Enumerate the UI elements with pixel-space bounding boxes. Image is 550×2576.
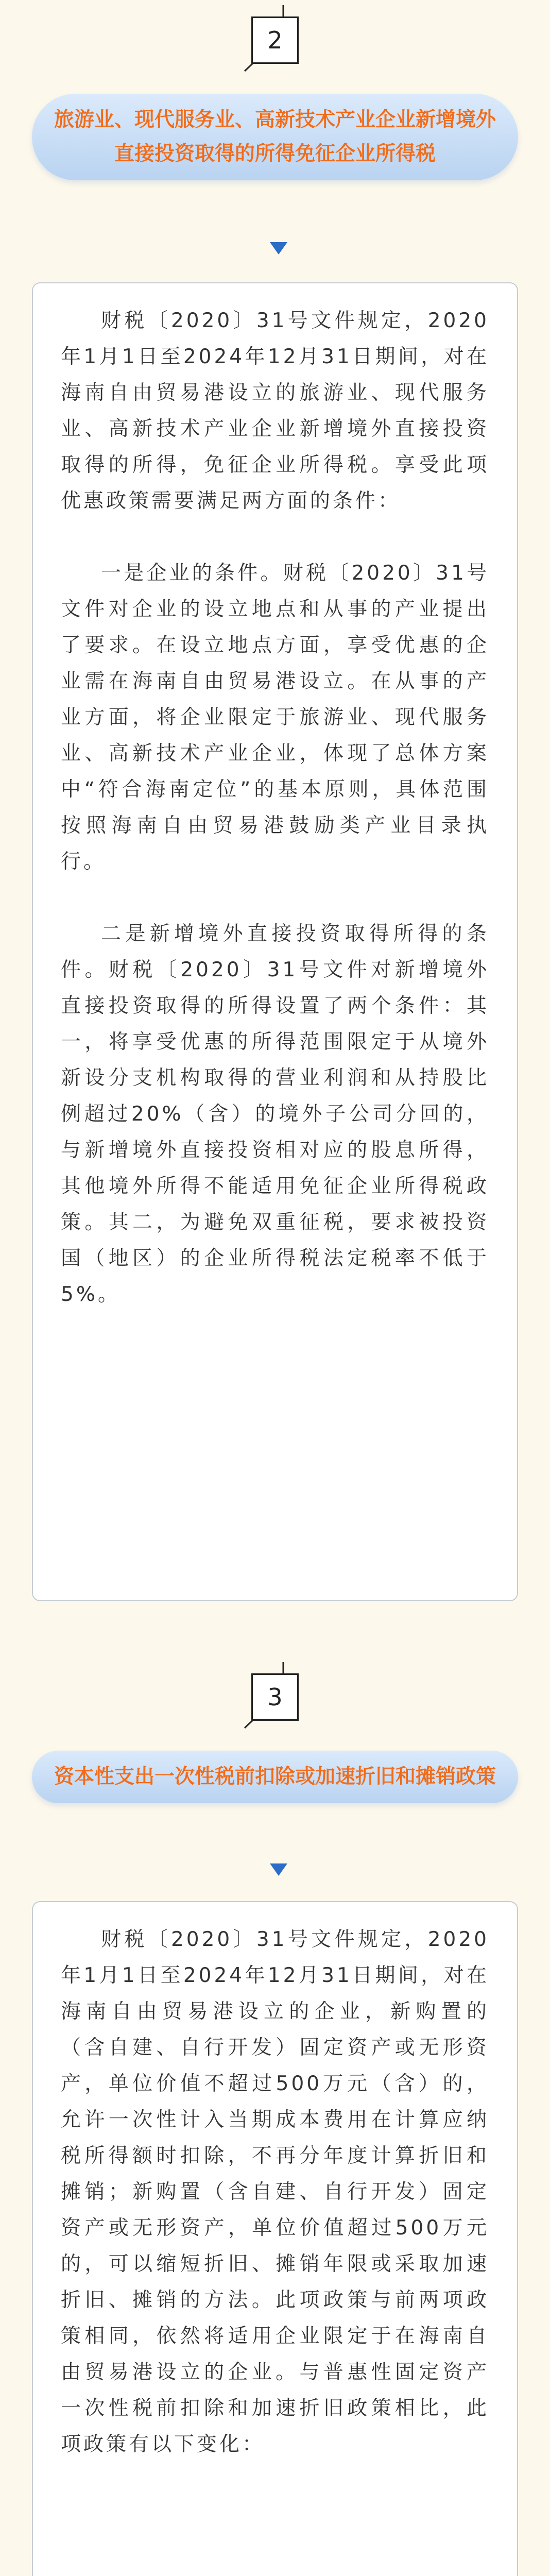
paragraph: 二是新增境外直接投资取得所得的条件。财税〔2020〕31号文件对新增境外直接投资取得的所得设置了两个条件：其一，将享受优惠的所得范围限定于从境外新设分支机构取得的营业利润和从持股比例超过20%（含）的境外子公司分回的，与新增境外直接投资相对应的股息所得，其他境外所得不能适用免征企业所得税政策。其二，为避免双重征税，要求被投资国（地区）的企业所得税法定税率不低于5%。 — [61, 922, 489, 1306]
section-number-badge — [242, 1662, 309, 1729]
section-number: 3 — [251, 1673, 299, 1721]
section-number: 2 — [251, 16, 299, 64]
section-text-card — [32, 282, 518, 1601]
section-heading: 旅游业、现代服务业、高新技术产业企业新增境外直接投资取得的所得免征企业所得税 — [32, 94, 518, 180]
section-number-badge — [242, 5, 309, 72]
paragraph: 一是企业的条件。财税〔2020〕31号文件对企业的设立地点和从事的产业提出了要求。在设立地点方面，享受优惠的企业需在海南自由贸易港设立。在从事的产业方面，将企业限定于旅游业、现代服务业、高新技术产业企业，体现了总体方案中“符合海南定位”的基本原则，具体范围按照海南自由贸易港鼓励类产业目录执行。 — [61, 562, 489, 873]
down-arrow-icon — [270, 1863, 287, 1876]
paragraph: 财税〔2020〕31号文件规定，2020年1月1日至2024年12月31日期间，对在海南自由贸易港设立的企业，新购置的（含自建、自行开发）固定资产或无形资产，单位价值不超过500万元（含）的，允许一次性计入当期成本费用在计算应纳税所得额时扣除，不再分年度计算折旧和摊销；新购置（含自建、自行开发）固定资产或无形资产，单位价值超过500万元的，可以缩短折旧、摊销年限或采取加速折旧、摊销的方法。此项政策与前两项政策相同，依然将适用企业限定于在海南自由贸易港设立的企业。与普惠性固定资产一次性税前扣除和加速折旧政策相比，此项政策有以下变化： — [61, 1928, 489, 2456]
paragraph: 财税〔2020〕31号文件规定，2020年1月1日至2024年12月31日期间，对在海南自由贸易港设立的旅游业、现代服务业、高新技术产业企业新增境外直接投资取得的所得，免征企业所得税。享受此项优惠政策需要满足两方面的条件： — [61, 309, 489, 513]
section-text-card-clip — [32, 1901, 518, 2576]
section-heading: 资本性支出一次性税前扣除或加速折旧和摊销政策 — [32, 1751, 518, 1803]
section-text-card — [32, 1901, 518, 2576]
down-arrow-icon — [270, 242, 287, 255]
